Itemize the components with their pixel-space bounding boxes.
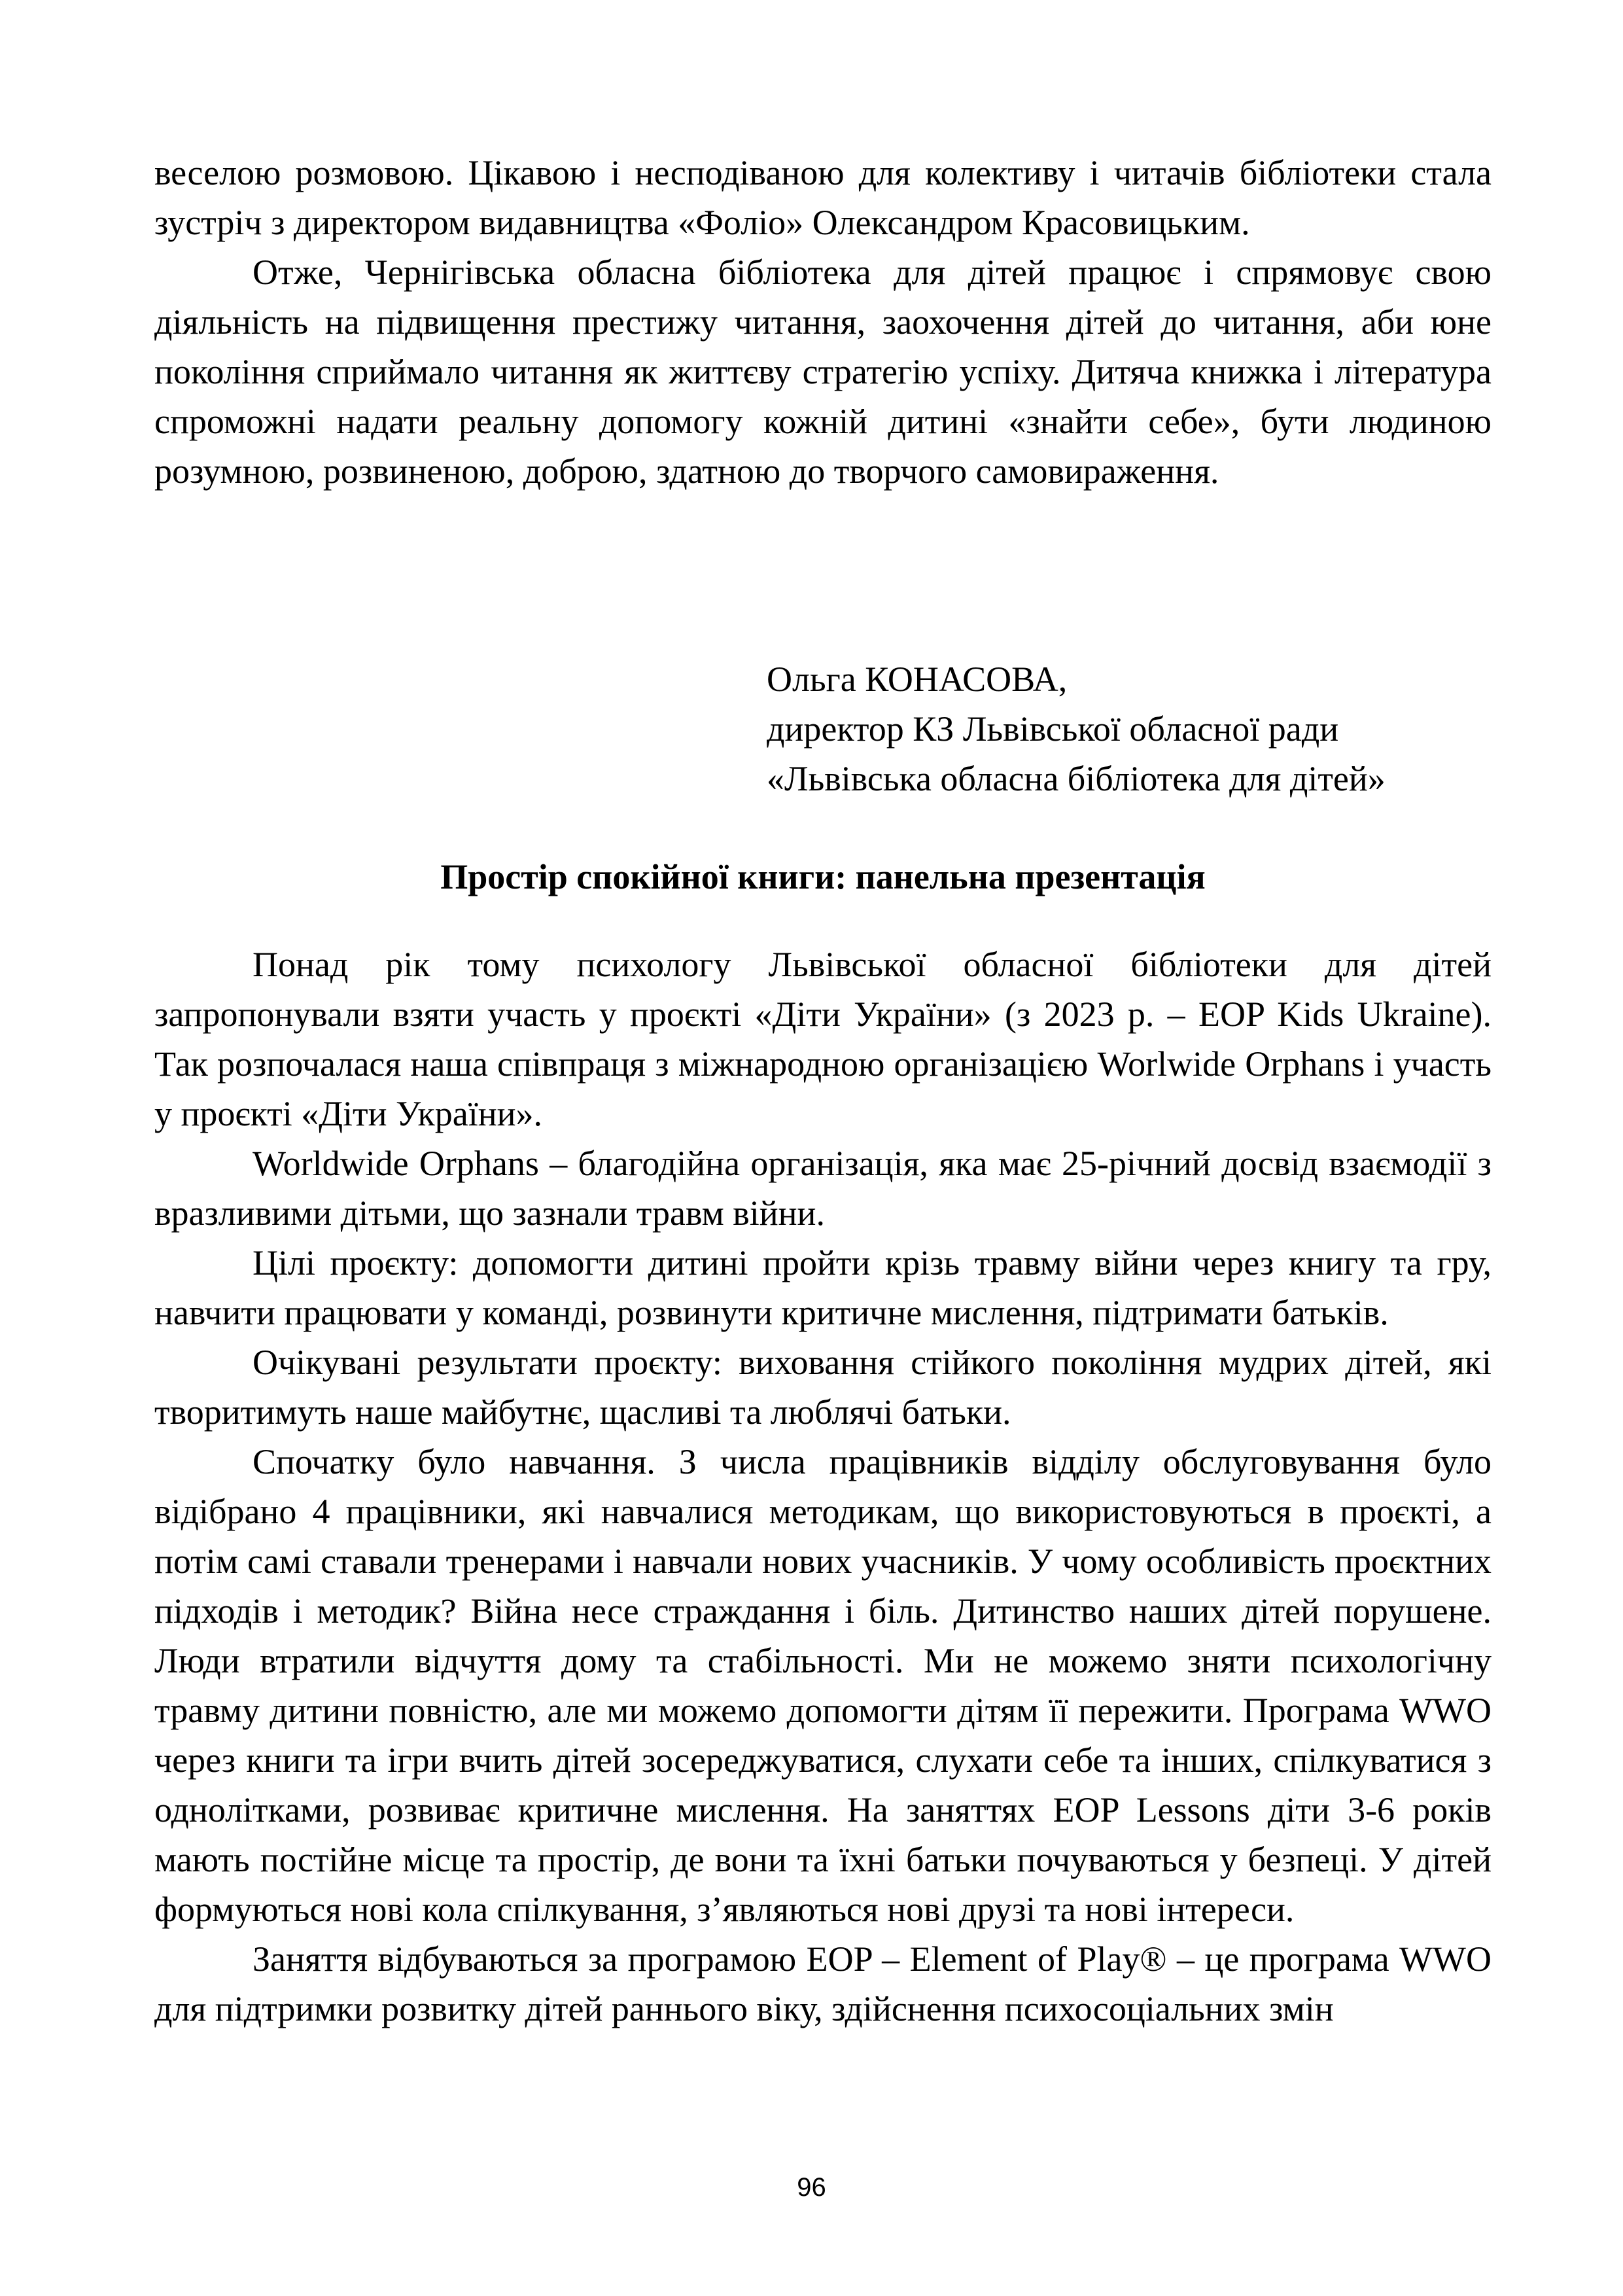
- article-paragraph-4: Очікувані результати проєкту: виховання стійкого покоління мудрих дітей, які творитимуть наше майбутнє, щасливі та люблячі батьки.: [154, 1343, 1492, 1432]
- intro-paragraph-1: веселою розмовою. Цікавою і несподіваною для колективу і читачів бібліотеки стала зустріч з директором видавництва «Фоліо» Олександром Красовицьким.: [154, 153, 1492, 242]
- article-paragraph-2: Worldwide Orphans – благодійна організація, яка має 25-річний досвід взаємодії з вразливими дітьми, що зазнали травм війни.: [154, 1144, 1492, 1233]
- article-paragraph-5: Спочатку було навчання. З числа працівників відділу обслуговування було відібрано 4 працівники, які навчалися методикам, що використовуються в проєкті, а потім самі ставали тренерами і навчали нових учасників. У чому особливість проєктних підходів і методик? Війна несе страждання і біль. Дитинство наших дітей порушене. Люди втратили відчуття дому та стабільності. Ми не можемо зняти психологічну травму дитини повністю, але ми можемо допомогти дітям її пережити. Програма WWO через книги та ігри вчить дітей зосереджуватися, слухати себе та інших, спілкуватися з однолітками, розвиває критичне мислення. На заняттях EOP Lessons діти 3-6 років мають постійне місце та простір, де вони та їхні батьки почуваються у безпеці. У дітей формуються нові кола спілкування, з’являються нові друзі та нові інтереси.: [154, 1442, 1492, 1929]
- article-title: Простір спокійної книги: панельна презентація: [440, 857, 1206, 896]
- article-paragraph-3: Цілі проєкту: допомогти дитині пройти крізь травму війни через книгу та гру, навчити працювати у команді, розвинути критичне мислення, підтримати батьків.: [154, 1243, 1492, 1332]
- intro-text-block: [154, 148, 1492, 496]
- author-name: Ольга КОНАСОВА,: [767, 660, 1068, 699]
- article-paragraph-1: Понад рік тому психологу Львівської обласної бібліотеки для дітей запропонували взяти участь у проєкті «Діти України» (з 2023 р. – EOP Kids Ukraine). Так розпочалася наша співпраця з міжнародною організацією Worlwide Orphans і участь у проєкті «Діти України».: [154, 945, 1492, 1133]
- author-signature: [767, 654, 1386, 804]
- article-paragraph-6: Заняття відбуваються за програмою EOP – Element of Play® – це програма WWO для підтримки розвитку дітей раннього віку, здійснення психосоціальних змін: [154, 1939, 1492, 2028]
- author-position: директор КЗ Львівської обласної ради: [767, 709, 1339, 749]
- author-organization: «Львівська обласна бібліотека для дітей»: [767, 759, 1386, 798]
- article-body: [154, 940, 1492, 2034]
- intro-paragraph-2: Отже, Чернігівська обласна бібліотека для дітей працює і спрямовує свою діяльність на підвищення престижу читання, заохочення дітей до читання, аби юне покоління сприймало читання як життєву стратегію успіху. Дитяча книжка і література спроможні надати реальну допомогу кожній дитині «знайти себе», бути людиною розумною, розвиненою, доброю, здатною до творчого самовираження.: [154, 253, 1492, 491]
- page-number: 96: [797, 2173, 826, 2202]
